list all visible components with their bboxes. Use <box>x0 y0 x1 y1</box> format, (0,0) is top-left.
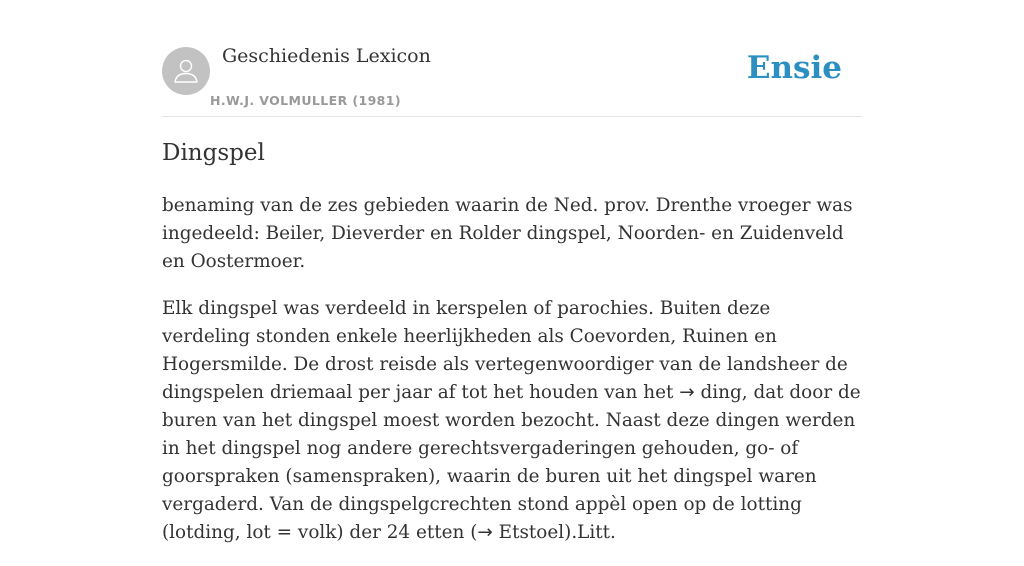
page-container <box>162 0 862 543</box>
avatar[interactable] <box>162 47 210 95</box>
paragraph-1: benaming van de zes gebieden waarin de Ned. prov. Drenthe vroeger was ingedeeld: Beiler, Dieverder en Rolder dingspel, Noorden- en Zuidenveld en Oostermoer. <box>162 195 853 272</box>
paragraph-2-part-3: ).Litt. <box>564 522 616 543</box>
ensie-logo[interactable]: Ensie <box>746 50 842 86</box>
arrow-icon: → <box>477 522 493 543</box>
paragraph-2 <box>162 295 862 547</box>
arrow-icon: → <box>679 382 695 403</box>
paragraph-2-part-1: Elk dingspel was verdeeld in kerspelen of parochies. Buiten deze verdeling stonden enkele heerlijkheden als Coevorden, Ruinen en Hogersmilde. De drost reisde als vertegenwoordiger van de landsheer de dingspelen driemaal per jaar af tot het houden van het <box>162 298 848 403</box>
paragraph-2-part-2: , dat door de buren van het dingspel moest worden bezocht. Naast deze dingen werden in het dingspel nog andere gerechtsvergaderingen gehouden, go- of goorspraken (samenspraken), waarin de buren uit het dingspel waren vergaderd. Van de dingspelgcrechten stond appèl open op de lotting (lotding, lot = volk) der 24 etten ( <box>162 382 861 543</box>
link-etstoel[interactable]: Etstoel <box>492 522 565 543</box>
source-header <box>162 0 862 117</box>
source-author[interactable]: H.W.J. VOLMULLER (1981) <box>210 93 401 108</box>
entry-body <box>162 192 862 566</box>
link-ding[interactable]: ding <box>694 382 742 403</box>
entry-title: Dingspel <box>162 140 265 166</box>
source-title[interactable]: Geschiedenis Lexicon <box>222 45 431 67</box>
user-icon <box>171 56 201 86</box>
